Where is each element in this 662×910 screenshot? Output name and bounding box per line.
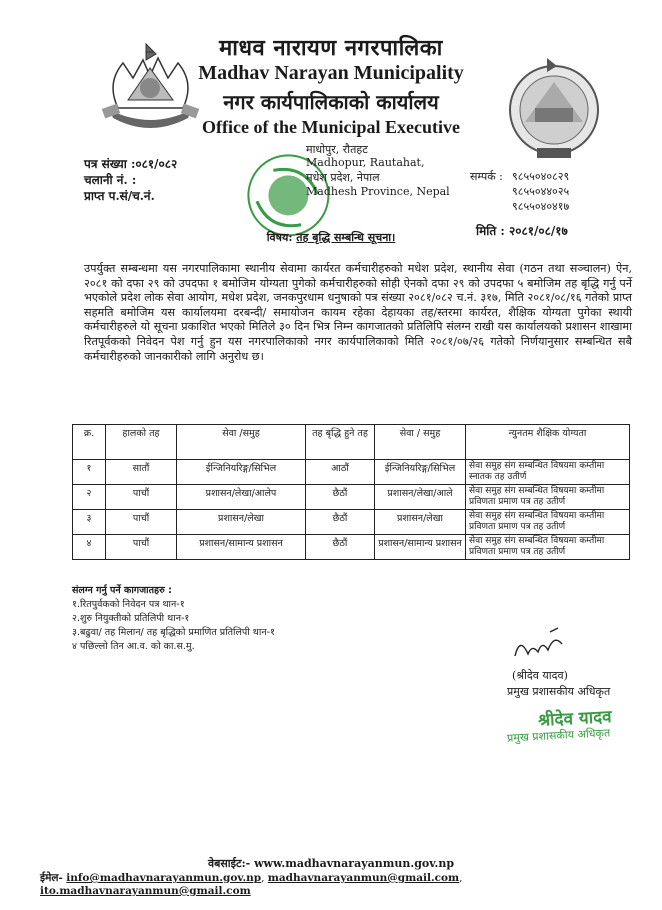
table-cell: ३	[73, 510, 106, 535]
contact-label: सम्पर्क :	[470, 170, 503, 183]
subject-prefix: विषय:	[266, 231, 293, 244]
title-stamp: प्रमुख प्रशासकीय अधिकृत	[506, 726, 611, 745]
table-row	[73, 485, 630, 510]
dispatch-number: चलानी नं. :	[84, 173, 137, 187]
signatory-name: (श्रीदेव यादव)	[512, 669, 568, 682]
email-label: ईमेल-	[40, 872, 63, 884]
column-header: न्युनतम शैक्षिक योग्यता	[466, 425, 630, 460]
contact-phone: ९८५५०४०८२९	[512, 170, 570, 183]
website-link[interactable]: www.madhavnarayanmun.gov.np	[254, 857, 455, 870]
table-row	[73, 535, 630, 560]
table-cell: छैठौं	[306, 535, 375, 560]
table-row	[73, 510, 630, 535]
table-row	[73, 460, 630, 485]
column-header: हालको तह	[106, 425, 177, 460]
table-cell: आठौं	[306, 460, 375, 485]
table-cell: प्रशासन/लेखा	[177, 510, 306, 535]
table-cell: सातौं	[106, 460, 177, 485]
contact-phone: ९८५५०४०४१७	[512, 200, 570, 213]
column-header: सेवा /समुह	[177, 425, 306, 460]
address-en-1: Madhopur, Rautahat,	[306, 156, 425, 169]
address-np-2: मधेश प्रदेश, नेपाल	[306, 171, 380, 184]
table-cell: प्रशासन/सामान्य प्रशासन	[375, 535, 466, 560]
office-name-en: Office of the Municipal Executive	[202, 117, 460, 137]
office-name-np: नगर कार्यपालिकाको कार्यालय	[223, 90, 439, 114]
website-label: वेबसाईट:-	[207, 857, 251, 870]
handwritten-signature	[510, 626, 570, 666]
letter-date: मिति : २०८१/०८/१७	[476, 224, 568, 238]
attachment-item: ३.बढुवा/ तह मिलान/ तह बृद्धिको प्रमाणित प्रतिलिपी थान-१	[72, 627, 275, 638]
table-cell: सेवा समुह संग सम्बन्धित विषयमा कम्तीमा प्रविणता प्रमाण पत्र तह उतीर्ण	[466, 510, 630, 535]
table-cell: प्रशासन/लेखा	[375, 510, 466, 535]
table-cell: ईन्जिनियरिङ्ग/सिभिल	[375, 460, 466, 485]
table-cell: पाचौं	[106, 510, 177, 535]
received-number: प्राप्त प.सं/च.नं.	[84, 189, 155, 203]
positions-table	[72, 424, 630, 560]
contact-phone: ९८५५०४४०२५	[512, 185, 570, 198]
column-header: तह बृद्धि हुने तह	[306, 425, 375, 460]
table-cell: ईन्जिनियरिङ्ग/सिभिल	[177, 460, 306, 485]
municipality-name-np: माधव नारायण नगरपालिका	[219, 35, 443, 61]
subject-text: तह बृद्धि सम्बन्धि सूचना।	[296, 231, 396, 244]
attachment-item: १.रितपुर्वकको निवेदन पत्र थान-१	[72, 599, 185, 610]
table-cell: छैठौं	[306, 485, 375, 510]
table-cell: छैठौं	[306, 510, 375, 535]
table-cell: १	[73, 460, 106, 485]
letter-number: पत्र संख्या :०८१/०८२	[84, 157, 178, 171]
column-header: सेवा / समुह	[375, 425, 466, 460]
email-link[interactable]: ito.madhavnarayanmun@gmail.com	[40, 885, 251, 897]
table-cell: सेवा समुह संग सम्बन्धित विषयमा कम्तीमा स्नातक तह उतीर्ण	[466, 460, 630, 485]
table-cell: प्रशासन/लेखा/आलेप	[177, 485, 306, 510]
municipality-name-en: Madhav Narayan Municipality	[198, 62, 464, 84]
address-np-1: माधोपुर, रौतहट	[306, 143, 368, 156]
signatory-title: प्रमुख प्रशासकीय अधिकृत	[507, 685, 611, 698]
attachment-item: २.शुरु नियुक्तीको प्रतिलिपी थान-१	[72, 613, 190, 624]
attachments-list	[72, 584, 275, 654]
email-link[interactable]: madhavnarayanmun@gmail.com	[267, 872, 460, 884]
footer-website	[0, 856, 662, 871]
table-cell: पाचौं	[106, 535, 177, 560]
table-cell: पाचौं	[106, 485, 177, 510]
table-cell: २	[73, 485, 106, 510]
table-cell: ४	[73, 535, 106, 560]
attachments-title: संलग्न गर्नु पर्ने कागजातहरु :	[72, 585, 172, 596]
column-header: क्र.	[73, 425, 106, 460]
address-en-2: Madhesh Province, Nepal	[306, 185, 450, 198]
attachment-item: ४ पछिल्लो तिन आ.व. को का.स.मु.	[72, 641, 195, 652]
letter-subject	[0, 230, 662, 245]
name-stamp: श्रीदेव यादव	[537, 707, 613, 731]
table-cell: सेवा समुह संग सम्बन्धित विषयमा कम्तीमा प्रविणता प्रमाण पत्र तह उतीर्ण	[466, 485, 630, 510]
footer-emails: ईमेल- info@madhavnarayanmun.gov.np, madhavnarayanmun@gmail.com, ito.madhavnarayanmun@gmail.com	[40, 872, 463, 897]
table-cell: सेवा समुह संग सम्बन्धित विषयमा कम्तीमा प्रविणता प्रमाण पत्र तह उतीर्ण	[466, 535, 630, 560]
table-cell: प्रशासन/लेखा/आले	[375, 485, 466, 510]
table-cell: प्रशासन/सामान्य प्रशासन	[177, 535, 306, 560]
email-link[interactable]: info@madhavnarayanmun.gov.np	[66, 872, 262, 884]
letter-body: उपर्युक्त सम्बन्धमा यस नगरपालिकामा स्थानीय सेवामा कार्यरत कर्मचारीहरुको मधेश प्रदेश, स्थानीय सेवा (गठन तथा सञ्चालन) ऐन, २०८१ को दफा २९ को उपदफा १ बमोजिम योग्यता पुगेको कर्मचारीहरुको सोही ऐनको दफा २९ को उपदफा ५ बमोजिम तह बृद्धि गर्नु पर्ने भएकोले प्रदेश लोक सेवा आयोग, मधेश प्रदेश, जनकपुरधाम धनुषाको पत्र संख्या २०८१/०८२ च.नं. ३१७, मिति २०८१/०८/१६ गतेको प्राप्त सहमति बमोजिम यस कार्यालयमा दरबन्दी/ समायोजन कायम रहेका देहायका तह/स्तरमा कार्यरत, शैक्षिक योग्यता पुगेका स्थायी कर्मचारीहरुले यो सूचना प्रकाशित भएको मितिले ३० दिन भित्र निम्न कागजातको प्रतिलिपि संलग्न राखी यस कार्यालयको प्रशासन शाखामा रितपूर्वकको निवेदन पेश गर्नु हुन यस नगरपालिकाको नगर कार्यपालिकाको मिति २०८१/०७/२६ गतेको निर्णयानुसार सम्बन्धित सबै कर्मचारीहरुको जानकारीको लागि अनुरोध छ।	[84, 262, 632, 363]
